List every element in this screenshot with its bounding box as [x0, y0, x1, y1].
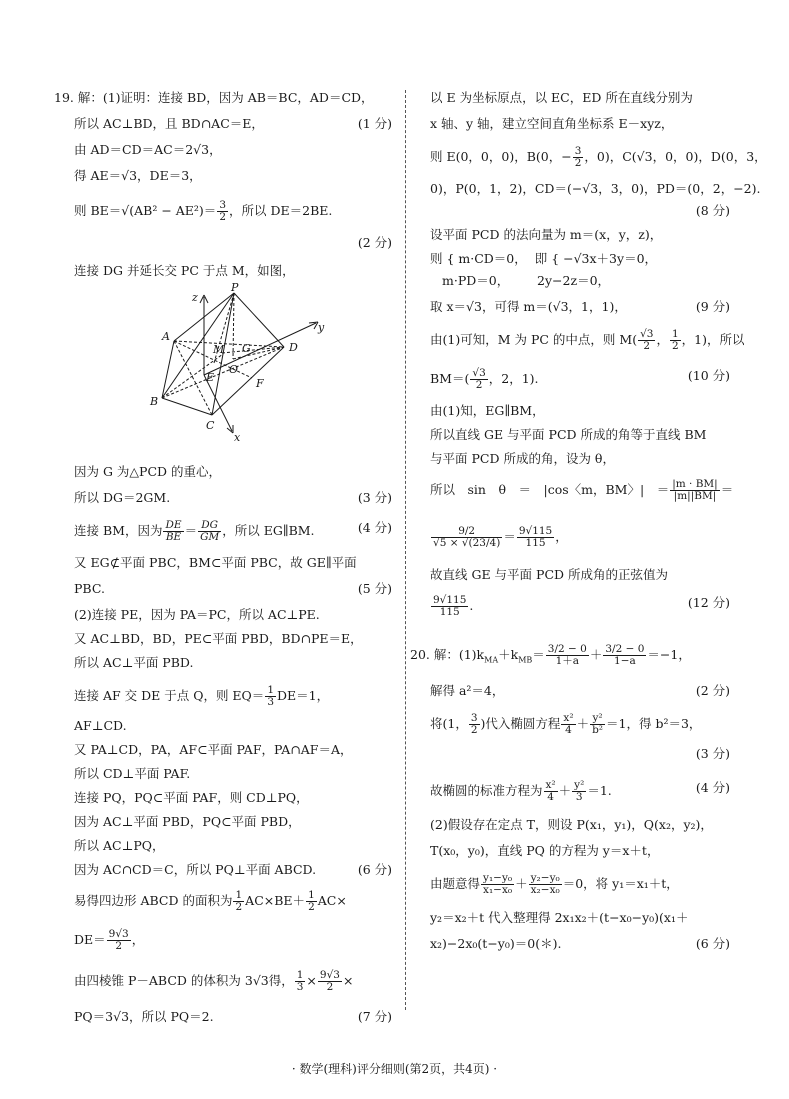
fraction: $\frac{√3}{2}$ — [640, 328, 654, 352]
points: (6 分) — [357, 862, 392, 877]
label-x: x — [234, 431, 241, 443]
label-D: D — [289, 341, 298, 354]
fraction: $\frac{9√3}{2}$ — [108, 928, 129, 952]
q19-line-11: 又 EG⊄平面 PBC，BM⊂平面 PBC，故 GE∥平面 — [74, 555, 357, 570]
fraction: $\frac{3}{2}$ — [470, 711, 478, 736]
q19-line-2: 所以 AC⊥BD，且 BD∩AC＝E， (1 分) — [74, 116, 392, 131]
label-M: M — [213, 343, 225, 356]
q19-line-24: 易得四边形 ABCD 的面积为 $\frac{1}{2}$ AC×BE＋ $\frac{1}{2}$ AC× — [74, 889, 347, 913]
q19-line-20: 连接 PQ，PQ⊂平面 PAF，则 CD⊥PQ， — [74, 790, 309, 805]
fraction: $\frac{\text{x²}}{4}$ — [563, 711, 574, 736]
fraction: $\frac{3}{2}$ — [219, 199, 226, 223]
r-line-17: $\frac{9√115}{115}$ . (12 分) — [433, 594, 730, 618]
q19-line-27: PQ＝3√3，所以 PQ＝2. (7 分) — [74, 1009, 392, 1024]
q19-line-25: DE＝ $\frac{9√3}{2}$ ， — [74, 928, 145, 952]
left-column — [54, 90, 392, 1025]
label-y: y — [318, 321, 325, 334]
points: (4 分) — [357, 520, 392, 535]
fraction: $\frac{|m \cdot BM|}{|m||BM|}$ — [672, 478, 718, 502]
page-footer: · 数学(理科)评分细则(第2页，共4页) · — [291, 1062, 498, 1076]
q19-line-3: 由 AD＝CD＝AC＝2√3， — [74, 142, 222, 157]
q19-line-26: 由四棱锥 P－ABCD 的体积为 3√3得， $\frac{1}{3}$ × $\frac{9√3}{2}$ × — [74, 969, 354, 993]
q19-line-6 — [74, 235, 392, 251]
r-line-15: $\frac{9/2}{√5 \times √(23/4)}$ ＝ $\frac{9√115}{115}$ ， — [433, 525, 568, 549]
q19-line-4: 得 AE＝√3，DE＝3， — [74, 168, 202, 183]
r-line-13: 与平面 PCD 所成的角，设为 θ， — [430, 451, 615, 466]
fraction: $\frac{1}{2}$ — [308, 889, 315, 913]
pyramid-figure — [134, 283, 344, 458]
fraction: $\frac{3/2 - 0}{1-a}$ — [605, 643, 645, 667]
q19-line-19: 所以 CD⊥平面 PAF. — [74, 766, 191, 781]
q19-line-9: 所以 DG＝2GM. (3 分) — [74, 490, 392, 505]
q19-line-10: 连接 BM，因为 $\frac{DE}{BE}$ ＝ $\frac{DG}{GM}$ ，所以 EG∥BM. (4 分) — [74, 519, 392, 543]
r-line-25: 由题意得 $\frac{\text{y₁−y₀}}{\text{x₁−x₀}}$ ＋ $\frac{\text{y₂−y₀}}{\text{x₂−x₀}}$ ＝0，将 y₁＝x₁＋t， — [430, 871, 679, 896]
q19-line-8: 因为 G 为△PCD 的重心， — [74, 464, 222, 479]
r-line-3: 则 E(0，0，0)，B(0，− $\frac{3}{2}$ ，0)，C(√3，0，0)，D(0，3， — [430, 145, 767, 169]
r-line-19: 解得 a²＝4， (2 分) — [430, 682, 730, 698]
label-B: B — [150, 395, 159, 408]
points: (3 分) — [357, 490, 392, 505]
r-line-1: 以 E 为坐标原点，以 EC，ED 所在直线分别为 — [430, 90, 693, 105]
r-line-14: 所以 sin θ ＝ |cos〈m，BM〉| ＝ $\frac{|m \cdot BM|}{|m||BM|}$ ＝ — [430, 478, 734, 502]
q19-line-21: 因为 AC⊥平面 PBD，PQ⊂平面 PBD， — [74, 814, 301, 829]
pyramid-diagram — [134, 283, 344, 443]
points: (1 分) — [357, 116, 392, 131]
q19-line-18: 又 PA⊥CD，PA，AF⊂平面 PAF，PA∩AF＝A， — [74, 742, 353, 757]
points: (5 分) — [357, 581, 392, 596]
label-E: E — [206, 371, 215, 384]
points: (6 分) — [695, 935, 730, 951]
points: (12 分) — [687, 595, 730, 610]
q19-line-7: 连接 DG 并延长交 PC 于点 M，如图， — [74, 263, 295, 278]
label-P: P — [231, 283, 239, 294]
r-line-26: y₂＝x₂＋t 代入整理得 2x₁x₂＋(t−x₀−y₀)(x₁＋ — [430, 909, 689, 925]
fraction: $\frac{\text{x²}}{4}$ — [545, 778, 556, 803]
fraction: $\frac{3/2 - 0}{1+a}$ — [547, 643, 587, 667]
fraction: $\frac{\text{y²}}{3}$ — [574, 778, 585, 803]
fraction: $\frac{1}{3}$ — [267, 684, 274, 708]
label-O: O — [229, 363, 239, 376]
points: (2 分) — [695, 682, 730, 698]
q19-line-13: (2)连接 PE，因为 PA＝PC，所以 AC⊥PE. — [74, 607, 320, 622]
r-line-5: 设平面 PCD 的法向量为 m＝(x，y，z)， — [430, 227, 663, 242]
column-divider — [405, 90, 406, 1010]
fraction: $\frac{1}{2}$ — [671, 328, 679, 352]
fraction: $\frac{9√115}{115}$ — [518, 525, 553, 549]
q19-line-15: 所以 AC⊥平面 PBD. — [74, 655, 194, 670]
q20-line-1: 20. 解：$(1)k_{MA}+k_{MB}=$ $\frac{3/2 - 0}{1+a}$ ＋ $\frac{3/2 - 0}{1-a}$ ＝−1， — [410, 643, 691, 667]
points: (3 分) — [695, 745, 730, 761]
fraction: $\frac{DG}{GM}$ — [200, 519, 220, 543]
r-line-24: T(x₀，y₀)，直线 PQ 的方程为 y＝x＋t， — [430, 842, 660, 858]
fraction: $\frac{√3}{2}$ — [472, 367, 486, 391]
r-line-23: (2)假设存在定点 T，则设 P(x₁，y₁)，Q(x₂，y₂)， — [430, 816, 713, 832]
fraction: $\frac{9√3}{2}$ — [319, 969, 340, 993]
r-line-12: 所以直线 GE 与平面 PCD 所成的角等于直线 BM — [430, 427, 707, 442]
label-C: C — [206, 419, 215, 432]
fraction: $\frac{9√115}{115}$ — [433, 594, 467, 618]
q19-line-12: PBC. (5 分) — [74, 581, 392, 596]
fraction: $\frac{1}{3}$ — [296, 969, 304, 993]
fraction: $\frac{1}{2}$ — [235, 889, 243, 913]
r-line-22: 故椭圆的标准方程为 $\frac{\text{x²}}{4}$ ＋ $\frac{\text{y²}}{3}$ ＝1. (4 分) — [430, 778, 730, 803]
right-column — [410, 90, 767, 952]
r-line-16: 故直线 GE 与平面 PCD 所成角的正弦值为 — [430, 567, 669, 582]
label-A: A — [162, 330, 170, 343]
fraction: $\frac{DE}{BE}$ — [165, 519, 182, 543]
points: (2 分) — [357, 235, 392, 250]
q19-line-23: 因为 AC∩CD＝C，所以 PQ⊥平面 ABCD. (6 分) — [74, 862, 392, 877]
points: (10 分) — [687, 368, 730, 383]
r-line-9: 由(1)可知，M 为 PC 的中点，则 M( $\frac{√3}{2}$ ， $\frac{1}{2}$ ，1)，所以 — [430, 328, 745, 352]
fraction: $\frac{\text{y₂−y₀}}{\text{x₂−x₀}}$ — [530, 871, 560, 896]
r-line-27: x₂)−2x₀(t−y₀)＝0(＊). (6 分) — [430, 935, 730, 951]
fraction: $\frac{9/2}{√5 \times √(23/4)}$ — [433, 525, 501, 549]
q19-line-1: 19. 解：(1)证明：连接 BD，因为 AB＝BC，AD＝CD， — [54, 90, 374, 105]
r-line-11: 由(1)知，EG∥BM， — [430, 403, 545, 418]
points: (4 分) — [695, 779, 730, 795]
fraction: $\frac{\text{y₁−y₀}}{\text{x₁−x₀}}$ — [483, 871, 513, 896]
r-line-2: x 轴、y 轴，建立空间直角坐标系 E－xyz， — [430, 116, 674, 131]
label-F: F — [256, 377, 264, 390]
r-line-4: 0)，P(0，1，2)，CD＝(−√3，3，0)，PD＝(0，2，−2). — [430, 181, 761, 196]
r-line-10: BM＝( $\frac{√3}{2}$ ，2，1). (10 分) — [430, 367, 730, 391]
r-line-7: m·PD＝0， 2y−2z＝0， — [442, 273, 611, 288]
q19-line-14: 又 AC⊥BD，BD，PE⊂平面 PBD，BD∩PE＝E， — [74, 631, 363, 646]
points: (9 分) — [695, 299, 730, 314]
r-line-4-pts — [430, 203, 730, 219]
r-line-20: 将(1， $\frac{3}{2}$ )代入椭圆方程 $\frac{\text{x²}}{4}$ ＋ $\frac{\text{y²}}{\text{b²}}$ ＝1，得 b²＝3， — [430, 711, 702, 736]
q19-line-5: 则 BE＝√(AB² − AE²)＝ $\frac{3}{2}$ ，所以 DE＝2BE. — [74, 199, 333, 223]
fraction: $\frac{\text{y²}}{\text{b²}}$ — [592, 711, 604, 736]
q19-line-17: AF⊥CD. — [74, 718, 127, 733]
q19-line-22: 所以 AC⊥PQ， — [74, 838, 165, 853]
r-line-6: 则 { m·CD＝0， 即 { −√3x＋3y＝0， — [430, 251, 658, 266]
points: (8 分) — [695, 203, 730, 218]
fraction: $\frac{3}{2}$ — [574, 145, 582, 169]
r-line-8: 取 x＝√3，可得 m＝(√3，1，1)， (9 分) — [430, 299, 730, 314]
label-z: z — [192, 291, 198, 304]
label-G: G — [242, 342, 251, 355]
points: (7 分) — [357, 1009, 392, 1024]
r-line-21 — [430, 746, 730, 762]
q19-line-16: 连接 AF 交 DE 于点 Q，则 EQ＝ $\frac{1}{3}$ DE＝1， — [74, 684, 330, 708]
